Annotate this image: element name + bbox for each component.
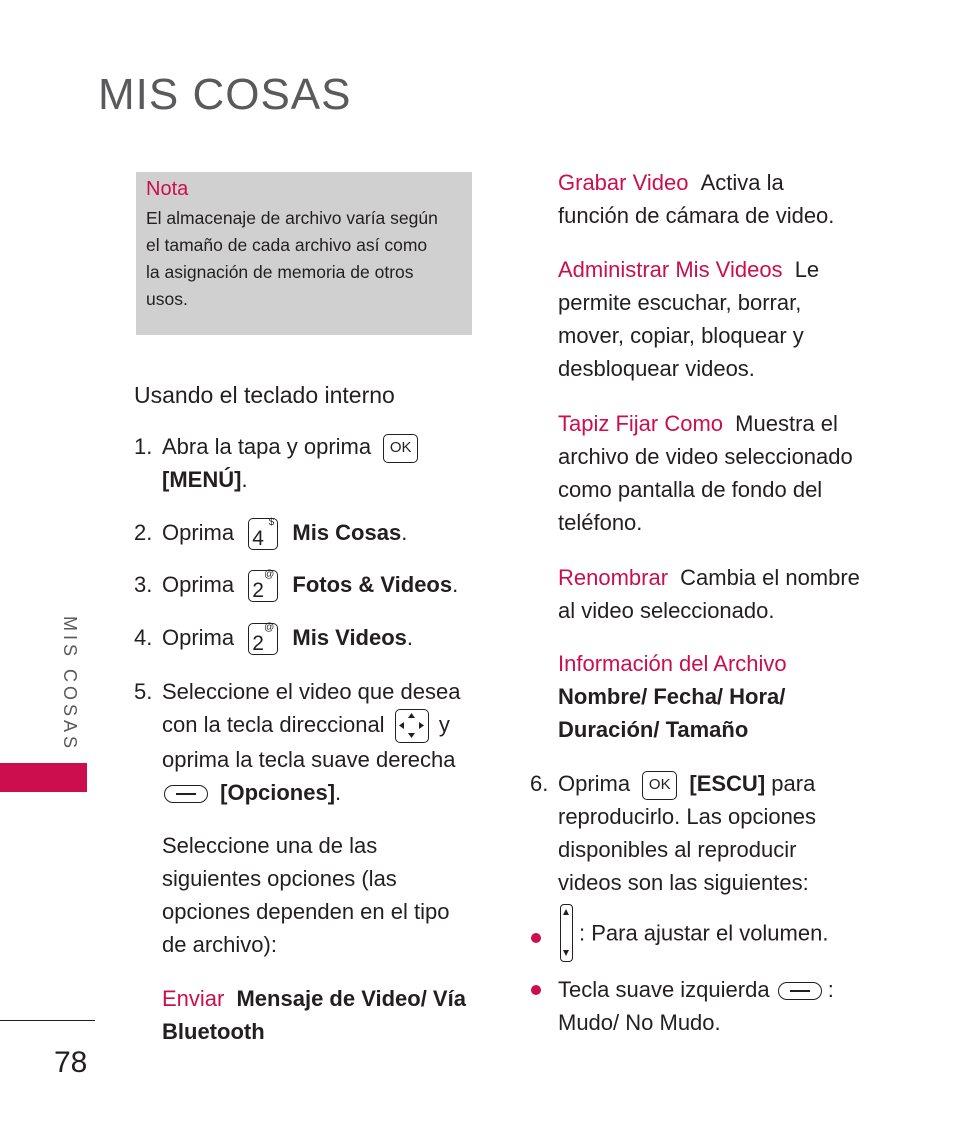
volume-key-icon xyxy=(560,904,573,962)
option-renombrar: Renombrar Cambia el nombre al video seleccionado. xyxy=(558,565,860,623)
option-label: Información del Archivo xyxy=(558,651,787,676)
step-target: Fotos & Videos xyxy=(292,572,453,597)
note-line: usos. xyxy=(146,289,188,309)
option-administrar: Administrar Mis Videos Le permite escuchar, borrar, mover, copiar, bloquear y desbloquear videos. xyxy=(558,257,820,381)
ok-key-icon: OK xyxy=(383,434,418,463)
step-text: Oprima xyxy=(162,520,235,545)
footer-rule xyxy=(0,1020,95,1021)
step-5: 5. Seleccione el video que desea con la tecla direccional y oprima la tecla suave derecha [Opciones]. xyxy=(134,675,479,809)
side-tab-marker xyxy=(0,763,87,792)
step-6: 6. Oprima OK [ESCU] para reproducirlo. Las opciones disponibles al reproducir videos son las siguientes: xyxy=(530,767,890,899)
step-number: 6. xyxy=(530,771,549,796)
step-text: oprima la tecla suave derecha xyxy=(162,747,456,773)
option-label: Tapiz Fijar Como xyxy=(558,411,724,436)
navigation-key-icon xyxy=(395,709,429,743)
note-title: Nota xyxy=(146,178,189,200)
step-2: 2. Oprima 4 $ Mis Cosas. xyxy=(134,517,408,551)
step-text: Oprima xyxy=(162,572,235,597)
note-body xyxy=(146,205,464,313)
option-label: Administrar Mis Videos xyxy=(558,257,783,282)
bullet-volume: : Para ajustar el volumen. xyxy=(558,904,898,964)
step-number: 5. xyxy=(134,679,153,704)
step-target: Mis Videos xyxy=(292,625,407,650)
note-line: el tamaño de cada archivo así como xyxy=(146,235,428,255)
step-number: 1. xyxy=(134,434,153,459)
step-4: 4. Oprima 2 @ Mis Videos. xyxy=(134,622,414,656)
step-text: Oprima xyxy=(558,771,631,796)
soft-key-icon xyxy=(164,785,208,803)
note-line: la asignación de memoria de otros xyxy=(146,262,414,282)
option-enviar: Enviar Mensaje de Video/ Vía Bluetooth xyxy=(162,986,466,1044)
step-text: con la tecla direccional xyxy=(162,712,385,737)
step-text: Oprima xyxy=(162,625,235,650)
section-heading: Usando el teclado interno xyxy=(134,382,395,408)
menu-label: [MENÚ] xyxy=(162,467,242,492)
step-3: 3. Oprima 2 @ Fotos & Videos. xyxy=(134,569,459,603)
option-label: Grabar Video xyxy=(558,170,689,195)
step-number: 2. xyxy=(134,520,153,545)
side-section-label: MIS COSAS xyxy=(60,616,80,753)
note-box xyxy=(136,172,472,335)
options-label: [Opciones] xyxy=(220,780,336,806)
step-number: 4. xyxy=(134,625,153,650)
step-1: 1. Abra la tapa y oprima OK [MENÚ]. xyxy=(134,430,474,496)
page-number: 78 xyxy=(54,1046,88,1079)
option-tapiz: Tapiz Fijar Como Muestra el archivo de video seleccionado como pantalla de fondo del teléfono. xyxy=(558,411,853,535)
step-text: y xyxy=(438,712,450,737)
option-grabar-video: Grabar Video Activa la función de cámara de video. xyxy=(558,170,835,228)
number-key-icon: 2 @ xyxy=(248,623,278,655)
step-text: Abra la tapa y oprima xyxy=(162,434,372,459)
step-target: Mis Cosas xyxy=(292,520,402,545)
step-text: Seleccione el video que desea xyxy=(162,679,461,704)
bullet-marker xyxy=(531,985,541,995)
option-informacion: Información del Archivo Nombre/ Fecha/ Hora/ Duración/ Tamaño xyxy=(558,647,898,746)
number-key-icon: 4 $ xyxy=(248,518,278,550)
step-number: 3. xyxy=(134,572,153,597)
select-paragraph: Seleccione una de las siguientes opciones (las opciones dependen en el tipo de archivo): xyxy=(162,833,450,957)
ok-key-icon: OK xyxy=(642,771,677,800)
page-title: MIS COSAS xyxy=(98,70,352,119)
bullet-soft-key: Tecla suave izquierda : Mudo/ No Mudo. xyxy=(558,977,834,1035)
bullet-marker xyxy=(531,933,541,943)
play-label: [ESCU] xyxy=(689,771,766,796)
number-key-icon: 2 @ xyxy=(248,570,278,602)
option-label: Renombrar xyxy=(558,565,669,590)
soft-key-icon xyxy=(778,982,822,1000)
note-line: El almacenaje de archivo varía según xyxy=(146,208,438,228)
option-label: Enviar xyxy=(162,986,225,1011)
